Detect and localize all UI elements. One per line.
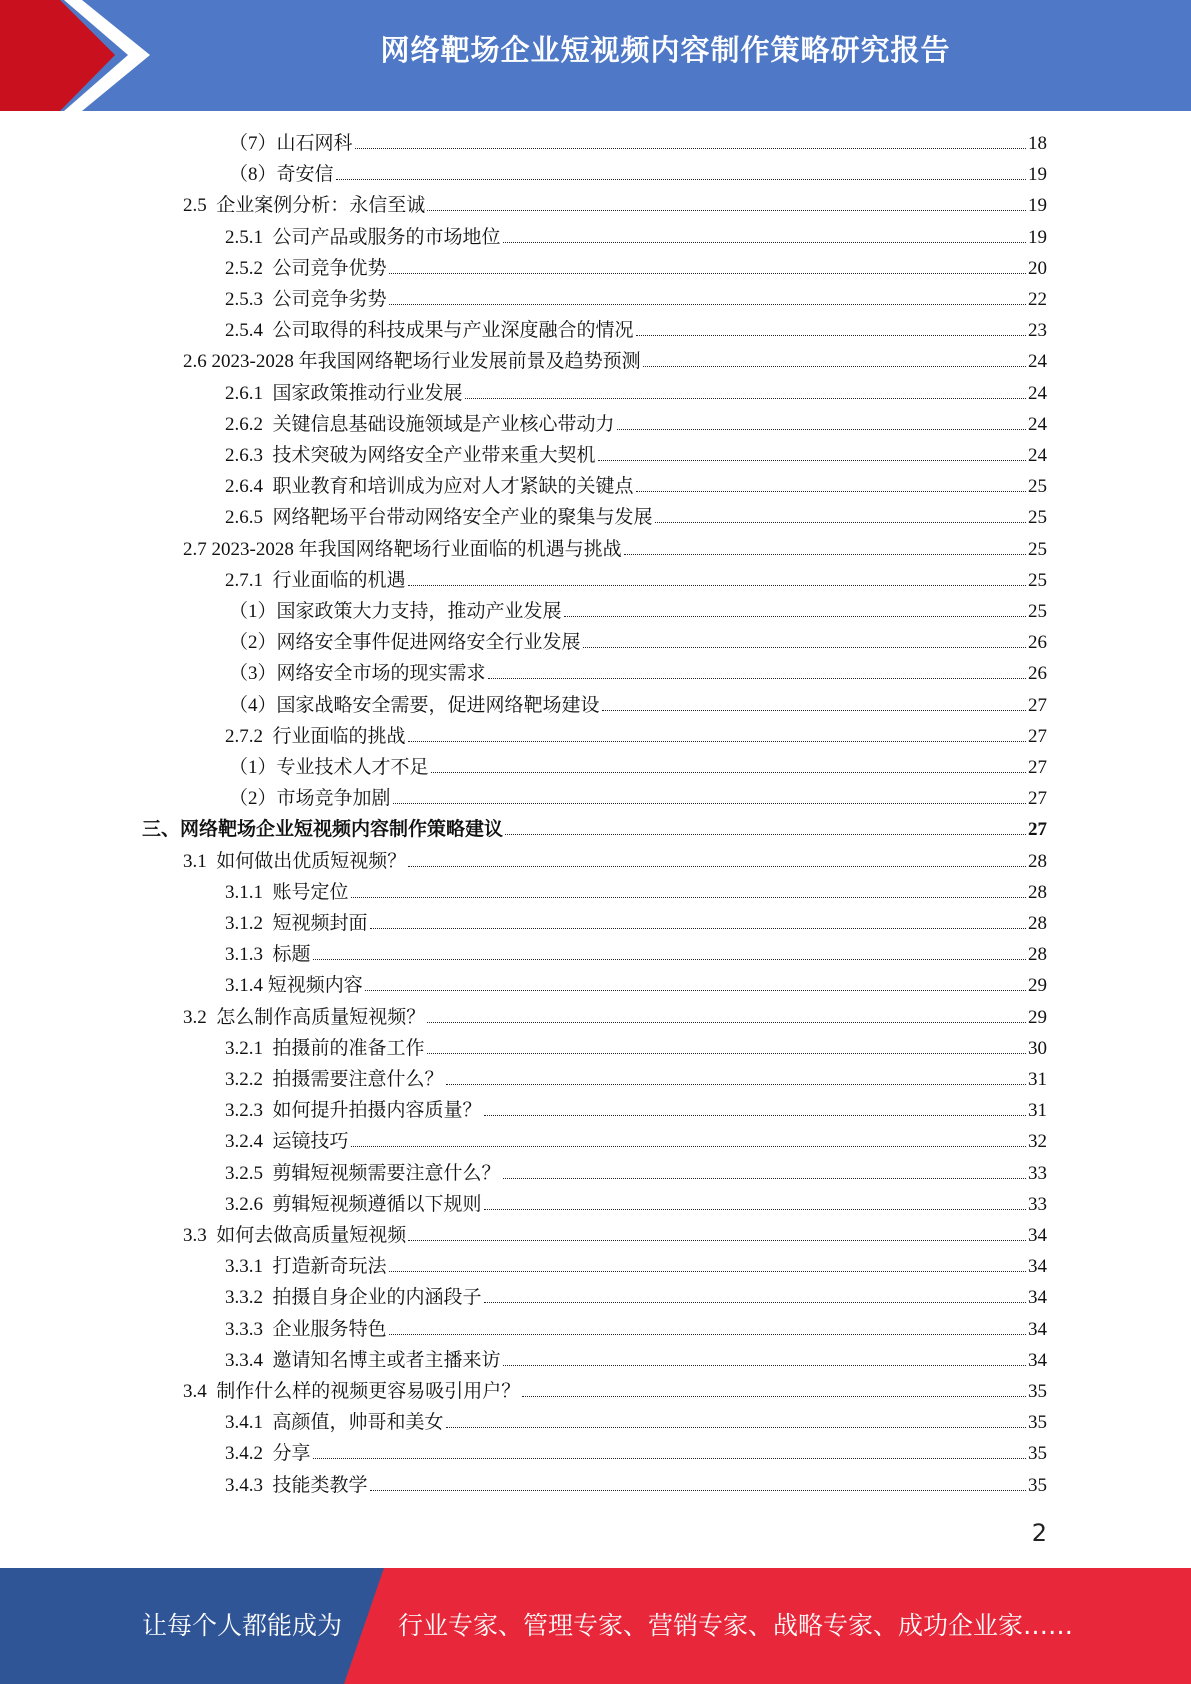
toc-dot-leader [427,1032,1026,1054]
toc-entry-page: 28 [1028,850,1047,872]
toc-entry[interactable] [229,751,1047,782]
toc-entry-number: （8） [229,164,277,186]
toc-entry-title: 网络靶场平台带动网络安全产业的聚集与发展 [272,507,653,529]
toc-entry[interactable] [229,127,1047,158]
toc-entry-number: 3.1.3 [225,944,273,966]
toc-entry-title: 公司竞争劣势 [272,289,387,310]
toc-entry-title: 短视频内容 [267,975,363,997]
toc-entry-number: 2.7.1 [225,569,273,591]
toc-entry-page: 30 [1028,1037,1047,1059]
toc-entry-number: （1） [229,601,277,622]
toc-entry-number: 2.6.1 [225,382,273,404]
toc-entry-page: 35 [1028,1381,1047,1402]
toc-entry-page: 26 [1028,632,1047,654]
toc-entry-title: 山石网科 [276,133,353,154]
toc-entry-number: 2.5.1 [225,226,273,248]
toc-dot-leader [624,533,1026,555]
toc-entry-page: 24 [1028,445,1047,466]
toc-entry-page: 35 [1028,1474,1047,1496]
toc-entry-page: 18 [1028,133,1047,154]
toc-entry[interactable] [229,782,1047,813]
toc-entry[interactable] [142,813,1047,844]
toc-dot-leader [389,252,1026,274]
toc-dot-leader [484,1188,1026,1210]
toc-entry-number: 2.6 [183,351,212,373]
toc-entry-title: 技能类教学 [272,1474,368,1496]
toc-entry-page: 25 [1028,601,1047,622]
toc-entry-number: 3.1.1 [225,881,273,903]
toc-dot-leader [602,689,1026,711]
toc-entry[interactable] [225,1469,1047,1500]
toc-entry[interactable] [225,938,1047,969]
toc-dot-leader [408,564,1026,586]
toc-dot-leader [389,1313,1026,1335]
toc-entry-title: 企业案例分析：永信至诚 [216,195,426,217]
toc-entry[interactable] [183,189,1047,220]
toc-entry[interactable] [225,969,1047,1000]
toc-entry-page: 25 [1028,538,1047,560]
toc-entry-number: 2.6.2 [225,413,273,435]
toc-dot-leader [408,1219,1026,1241]
toc-dot-leader [643,345,1026,367]
toc-entry-page: 27 [1028,819,1047,841]
toc-entry-number: 3.3.4 [225,1349,273,1371]
toc-entry[interactable] [225,1437,1047,1468]
toc-entry-page: 32 [1028,1131,1047,1153]
toc-entry-title: 专业技术人才不足 [276,757,429,778]
toc-entry[interactable] [229,626,1047,657]
toc-entry-title: 标题 [272,944,311,966]
toc-entry-title: 网络安全市场的现实需求 [276,663,486,685]
toc-entry-title: 2023-2028 年我国网络靶场行业面临的机遇与挑战 [211,538,622,560]
toc-entry-page: 35 [1028,1412,1047,1434]
toc-entry-number: （4） [229,694,277,716]
toc-entry-title: 拍摄自身企业的内涵段子 [272,1287,482,1309]
toc-entry-page: 24 [1028,413,1047,435]
toc-entry-page: 24 [1028,351,1047,373]
toc-entry-title: 拍摄需要注意什么？ [272,1069,444,1090]
toc-dot-leader [655,501,1026,523]
footer-slogan-left: 让每个人都能成为 [142,1611,343,1640]
toc-entry-number: 2.6.4 [225,476,273,498]
toc-entry-title: 2023-2028 年我国网络靶场行业发展前景及趋势预测 [211,351,641,373]
toc-dot-leader [389,283,1026,305]
toc-entry-title: 市场竞争加剧 [276,788,391,810]
toc-entry[interactable] [225,1250,1047,1281]
toc-entry-number: （3） [229,663,277,685]
toc-entry-title: 如何提升拍摄内容质量？ [272,1100,482,1122]
toc-entry-title: 企业服务特色 [272,1318,387,1340]
toc-entry[interactable] [183,845,1047,876]
toc-entry[interactable] [225,283,1047,314]
toc-entry-number: 2.5 [183,195,217,217]
toc-dot-leader [636,314,1026,336]
toc-entry-page: 33 [1028,1162,1047,1184]
toc-entry-title: 公司产品或服务的市场地位 [272,226,501,248]
toc-entry[interactable] [225,1344,1047,1375]
toc-entry-title: 网络靶场企业短视频内容制作策略建议 [180,819,504,841]
toc-dot-leader [408,720,1026,742]
toc-entry-title: 制作什么样的视频更容易吸引用户？ [216,1381,521,1402]
toc-entry-title: 拍摄前的准备工作 [272,1037,425,1059]
toc-dot-leader [355,127,1026,149]
toc-entry-page: 22 [1028,289,1047,310]
toc-entry[interactable] [225,1032,1047,1063]
toc-entry-title: 国家战略安全需要，促进网络靶场建设 [276,694,600,716]
toc-entry-page: 34 [1028,1318,1047,1340]
toc-dot-leader [465,377,1026,399]
toc-entry-title: 行业面临的机遇 [272,569,406,591]
toc-entry[interactable] [225,1281,1047,1312]
toc-entry-title: 如何去做高质量短视频 [216,1225,407,1246]
toc-entry-page: 27 [1028,725,1047,747]
toc-entry-number: 3.2 [183,1006,217,1028]
toc-entry-title: 网络安全事件促进网络安全行业发展 [276,632,581,654]
toc-entry-title: 剪辑短视频遵循以下规则 [272,1193,482,1215]
toc-dot-leader [484,1094,1026,1116]
toc-entry[interactable] [229,689,1047,720]
header-arrow-icon [0,0,160,111]
toc-dot-leader [583,626,1026,648]
toc-entry-title: 职业教育和培训成为应对人才紧缺的关键点 [272,476,634,498]
toc-dot-leader [351,876,1026,898]
toc-entry-page: 25 [1028,476,1047,498]
toc-dot-leader [313,938,1026,960]
toc-entry[interactable] [229,158,1047,189]
toc-entry[interactable] [225,439,1047,470]
toc-entry[interactable] [225,501,1047,532]
toc-entry[interactable] [229,657,1047,688]
toc-entry[interactable] [183,533,1047,564]
toc-dot-leader [370,1469,1026,1491]
toc-entry-page: 19 [1028,195,1047,217]
toc-dot-leader [427,1001,1026,1023]
toc-entry-title: 邀请知名博主或者主播来访 [272,1349,501,1371]
toc-entry[interactable] [225,876,1047,907]
toc-entry-title: 怎么制作高质量短视频？ [216,1006,426,1028]
toc-entry[interactable] [225,377,1047,408]
toc-entry[interactable] [225,1313,1047,1344]
toc-entry-number: 3.3.1 [225,1256,273,1278]
toc-entry-number: 3.2.4 [225,1131,273,1153]
toc-entry-page: 35 [1028,1443,1047,1465]
toc-entry-page: 29 [1028,1006,1047,1028]
toc-entry-number: （7） [229,133,277,154]
toc-entry[interactable] [225,1157,1047,1188]
toc-entry-title: 奇安信 [276,164,334,186]
toc-entry-title: 打造新奇玩法 [272,1256,387,1278]
toc-entry[interactable] [225,252,1047,283]
toc-entry-page: 25 [1028,507,1047,529]
toc-entry-number: 3.2.5 [225,1162,273,1184]
toc-entry-title: 公司取得的科技成果与产业深度融合的情况 [272,320,634,342]
header-banner [0,0,1191,111]
toc-dot-leader [636,470,1026,492]
toc-dot-leader [503,1157,1026,1179]
toc-entry[interactable] [225,1125,1047,1156]
toc-entry-number: 3.2.1 [225,1037,273,1059]
toc-entry-title: 公司竞争优势 [272,257,387,279]
toc-dot-leader [446,1063,1026,1085]
toc-entry[interactable] [225,221,1047,252]
toc-dot-leader [598,439,1026,461]
toc-entry[interactable] [183,1219,1047,1250]
toc-entry[interactable] [183,345,1047,376]
toc-dot-leader [313,1437,1026,1459]
toc-entry-number: 2.7.2 [225,725,273,747]
toc-dot-leader [351,1125,1026,1147]
toc-entry-number: 3.2.3 [225,1100,273,1122]
toc-entry-title: 账号定位 [272,881,349,903]
toc-entry[interactable] [225,470,1047,501]
toc-entry-page: 31 [1028,1100,1047,1122]
toc-entry-number: 3.3.3 [225,1318,273,1340]
toc-dot-leader [427,189,1026,211]
toc-entry[interactable] [225,1094,1047,1125]
toc-entry-page: 19 [1028,164,1047,186]
document-title: 网络靶场企业短视频内容制作策略研究报告 [380,33,951,67]
toc-dot-leader [365,969,1026,991]
toc-dot-leader [393,782,1026,804]
toc-entry-page: 27 [1028,757,1047,778]
toc-dot-leader [503,221,1026,243]
toc-dot-leader [389,1250,1026,1272]
toc-entry[interactable] [225,1188,1047,1219]
toc-entry-number: 3.2.6 [225,1193,273,1215]
toc-entry-number: 2.6.5 [225,507,273,529]
toc-entry-number: （2） [229,632,277,654]
toc-entry-page: 25 [1028,569,1047,591]
toc-dot-leader [408,845,1026,867]
toc-entry-title: 关键信息基础设施领域是产业核心带动力 [272,413,615,435]
toc-entry-title: 行业面临的挑战 [272,725,406,747]
toc-entry-number: 2.5.3 [225,289,273,310]
toc-entry[interactable] [225,720,1047,751]
toc-entry-page: 28 [1028,913,1047,934]
toc-entry-number: 3.4 [183,1381,217,1402]
toc-dot-leader [522,1375,1026,1397]
toc-entry[interactable] [225,1063,1047,1094]
toc-dot-leader [431,751,1026,773]
toc-dot-leader [446,1406,1026,1428]
toc-entry-page: 34 [1028,1225,1047,1246]
toc-entry-page: 29 [1028,975,1047,997]
toc-entry-number: （1） [229,757,277,778]
toc-dot-leader [505,813,1026,835]
toc-entry-page: 24 [1028,382,1047,404]
toc-entry-title: 如何做出优质短视频？ [216,850,407,872]
toc-entry-number: 3.1.2 [225,913,273,934]
toc-entry-number: 2.5.4 [225,320,273,342]
toc-entry-title: 高颜值，帅哥和美女 [272,1412,444,1434]
toc-entry-title: 剪辑短视频需要注意什么？ [272,1162,501,1184]
toc-entry-number: 3.3.2 [225,1287,273,1309]
toc-entry-number: 3.1.4 [225,975,268,997]
footer-banner [0,1568,1191,1684]
toc-entry-title: 分享 [272,1443,311,1465]
toc-entry-page: 31 [1028,1069,1047,1090]
toc-entry-number: 3.2.2 [225,1069,273,1090]
toc-entry-number: 3.1 [183,850,217,872]
toc-entry-page: 33 [1028,1193,1047,1215]
toc-entry[interactable] [225,1406,1047,1437]
toc-entry[interactable] [183,1375,1047,1406]
toc-entry-number: 3.3 [183,1225,217,1246]
toc-entry-title: 国家政策推动行业发展 [272,382,463,404]
toc-entry-page: 27 [1028,788,1047,810]
toc-dot-leader [484,1281,1026,1303]
toc-entry-number: 3.4.1 [225,1412,273,1434]
toc-entry[interactable] [225,907,1047,938]
page-number: 2 [1031,1519,1047,1547]
toc-entry-page: 28 [1028,881,1047,903]
toc-entry-number: 3.4.3 [225,1474,273,1496]
toc-entry-title: 技术突破为网络安全产业带来重大契机 [272,445,596,466]
toc-entry-page: 26 [1028,663,1047,685]
toc-entry-number: 3.4.2 [225,1443,273,1465]
toc-entry-number: （2） [229,788,277,810]
toc-dot-leader [488,657,1026,679]
footer-slogan-right: 行业专家、管理专家、营销专家、战略专家、成功企业家…… [398,1611,1074,1640]
toc-entry[interactable] [225,564,1047,595]
toc-entry-title: 国家政策大力支持，推动产业发展 [276,601,562,622]
toc-entry-title: 运镜技巧 [272,1131,349,1153]
toc-dot-leader [503,1344,1026,1366]
toc-entry-number: 三、 [142,819,181,841]
toc-entry-number: 2.6.3 [225,445,273,466]
toc-entry-page: 27 [1028,694,1047,716]
toc-dot-leader [336,158,1026,180]
toc-dot-leader [617,408,1026,430]
toc-entry[interactable] [225,408,1047,439]
toc-entry-page: 34 [1028,1349,1047,1371]
toc-entry-page: 19 [1028,226,1047,248]
toc-entry[interactable] [229,595,1047,626]
toc-entry-number: 2.5.2 [225,257,273,279]
toc-entry-number: 2.7 [183,538,212,560]
toc-entry-title: 短视频封面 [272,913,368,934]
toc-entry[interactable] [225,314,1047,345]
toc-entry-page: 20 [1028,257,1047,279]
toc-entry[interactable] [183,1001,1047,1032]
toc-entry-page: 28 [1028,944,1047,966]
toc-entry-page: 34 [1028,1256,1047,1278]
toc-entry-page: 23 [1028,320,1047,342]
toc-dot-leader [564,595,1026,617]
toc-dot-leader [370,907,1026,929]
toc-entry-page: 34 [1028,1287,1047,1309]
